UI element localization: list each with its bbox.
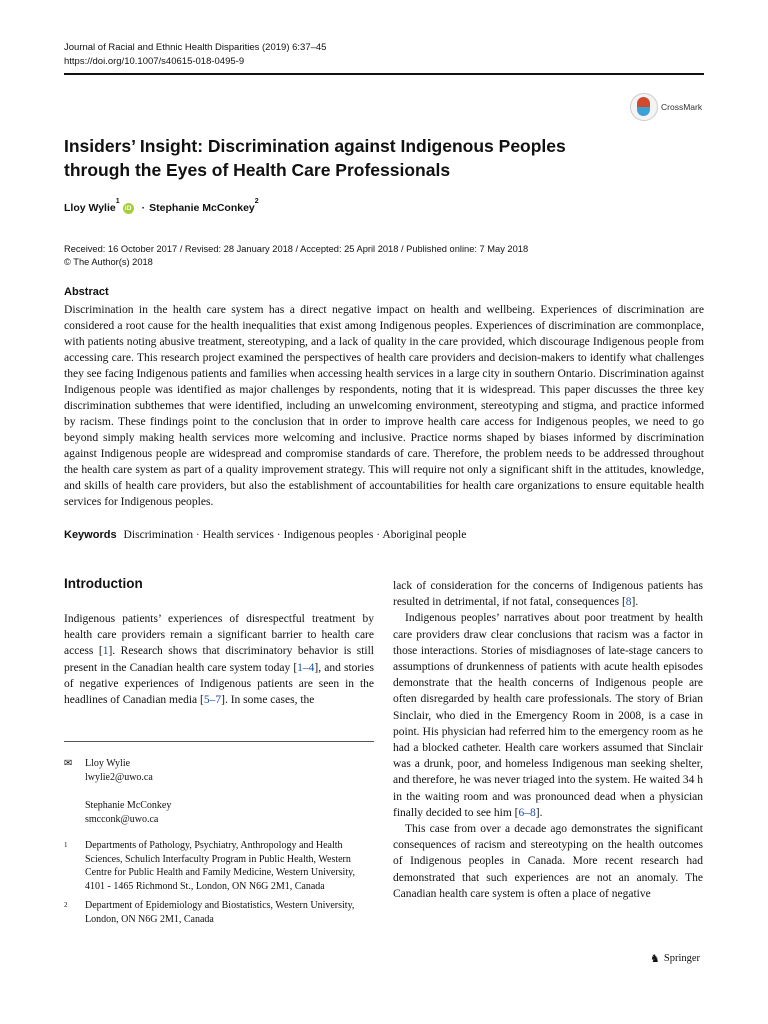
- citation-link[interactable]: 1: [102, 645, 109, 658]
- contact-entry: [64, 757, 171, 784]
- left-column: [64, 611, 374, 708]
- affiliation-number: 1: [64, 841, 68, 849]
- citation-link[interactable]: 6–8: [518, 806, 536, 819]
- contact-name: Stephanie McConkey: [85, 800, 172, 811]
- springer-horse-icon: ♞: [650, 952, 660, 965]
- intro-paragraph: [64, 611, 374, 708]
- publication-history: [64, 243, 528, 269]
- text-run: lack of consideration for the concerns of Indigenous patients has resulted in detrimental, if not fatal, consequences [: [393, 580, 703, 609]
- contact-email[interactable]: lwylie2@uwo.ca: [85, 771, 153, 783]
- text-run: ].: [631, 596, 639, 609]
- abstract-heading: Abstract: [64, 286, 109, 298]
- author-separator: ·: [141, 202, 146, 214]
- footnote-rule: [64, 741, 374, 742]
- intro-paragraph: [393, 578, 703, 610]
- text-run: Indigenous patients’ experiences of disrespectful treatment by health care providers remain a significant barrier to health care access [: [64, 613, 374, 658]
- contact-name: Lloy Wylie: [85, 758, 131, 769]
- publisher-name: Springer: [663, 953, 701, 964]
- affiliation: [64, 839, 371, 893]
- affiliation-text: Department of Epidemiology and Biostatistics, Western University, London, ON N6G 2M1, Canada: [85, 900, 355, 925]
- text-run: ]. In some cases, the: [221, 694, 315, 707]
- right-column: [393, 578, 703, 902]
- text-run: ]. Research shows that discriminatory behavior is still present in the Canadian health care system today [: [64, 645, 375, 674]
- intro-paragraph: [393, 610, 703, 821]
- author-name[interactable]: Stephanie McConkey: [149, 202, 255, 214]
- keywords: [64, 528, 466, 541]
- article-dates: Received: 16 October 2017 / Revised: 28 January 2018 / Accepted: 25 April 2018 / Published online: 7 May 2018: [64, 244, 529, 254]
- copyright-line: © The Author(s) 2018: [64, 257, 153, 267]
- citation-link[interactable]: 8: [625, 596, 632, 609]
- intro-paragraph: This case from over a decade ago demonstrates the significant consequences of racism and stereotyping on the health outcomes of Indigenous peoples in Canada. More recent research had demonstrated that such experiences are not an anomaly. The Canadian health care system is often a place of negative: [393, 823, 703, 900]
- text-run: ].: [535, 806, 543, 819]
- crossmark-badge[interactable]: [630, 93, 702, 121]
- citation-link[interactable]: 1–4: [297, 661, 315, 674]
- contact-entry: [64, 799, 171, 826]
- journal-citation: Journal of Racial and Ethnic Health Disparities (2019) 6:37–45: [64, 42, 327, 53]
- abstract-text: Discrimination in the health care system has a direct negative impact on health and wellbeing. Experiences of discrimination are considered a root cause for the health inequalities that exist among Indigenous peoples. Experiences of discrimination are commonplace, with patients noting abusive treatment, stereotyping, and a lack of quality in the care provided, which discourage Indigenous people from accessing care. This research project examined the perspectives of health care providers and decision-makers to identify what challenges they see facing Indigenous patients and families when accessing health services in a large city in southern Ontario. Discrimination against Indigenous people was identified as major challenges by respondents, noting that it is widespread. This paper discusses the three key discrimination subthemes that were identified, including an unwelcoming environment, stereotyping and stigma, and practice informed by racism. These findings point to the conclusion that in order to improve health care access for Indigenous peoples, we need to go beyond simply making health services more welcoming and inclusive. Practice norms shaped by biases informed by discrimination against Indigenous people are widespread and compromise standards of care. Therefore, the problem needs to be addressed throughout the health care system as part of a quality improvement strategy. This will require not only a significant shift in the attitudes, knowledge, and skills of health care providers, but also the establishment of accountabilities for health care organizations to ensure equitable health services for Indigenous peoples.: [64, 303, 704, 508]
- affiliation: [64, 899, 371, 926]
- crossmark-label: CrossMark: [661, 102, 703, 112]
- journal-header: [64, 41, 326, 69]
- publisher-logo: [650, 952, 700, 965]
- affiliation-text: Departments of Pathology, Psychiatry, Anthropology and Health Sciences, Schulich Interfaculty Program in Public Health, Western Centre for Public Health and Family Medicine, Western University, 4101 - 1465 Richmond St., London, ON N6G 2M1, Canada: [85, 840, 355, 892]
- envelope-icon: ✉: [64, 758, 73, 769]
- keywords-list: Discrimination · Health services · Indigenous peoples · Aboriginal people: [123, 528, 467, 541]
- article-title: Insiders’ Insight: Discrimination against Indigenous Peoples through the Eyes of Health Care Professionals: [64, 136, 566, 180]
- crossmark-icon: [630, 93, 658, 121]
- orcid-icon[interactable]: iD: [123, 203, 134, 214]
- section-heading-introduction: Introduction: [64, 576, 143, 591]
- citation-link[interactable]: 5–7: [203, 694, 222, 707]
- corresponding-contacts: [64, 757, 171, 826]
- text-run: Indigenous peoples’ narratives about poor treatment by health care providers draw clear conclusions that racism was a factor in those interactions. Stories of misdiagnoses of late-stage cancers to assumptions of drunkenness of patients with acute health episodes demonstrate that the health concerns of Indigenous people are often disregarded by health care professionals. The story of Brian Sinclair, who died in the Emergency Room in 2008, is a case in point. His physician had referred him to the emergency room as he had a blocked catheter. Health care workers assumed that Sinclair was a drunk, poor, and homeless Indigenous man seeking shelter, and therefore, he was never triaged into the system. He waited 34 h in the waiting room and was pronounced dead when a physician finally decided to see him [: [393, 612, 703, 819]
- contact-email[interactable]: smcconk@uwo.ca: [85, 813, 159, 825]
- header-rule: [64, 73, 704, 75]
- affiliation-number: 2: [64, 901, 68, 909]
- text-run: ], and stories of negative experiences of Indigenous patients are seen in the headlines of Canadian media [: [64, 661, 374, 707]
- keywords-label: Keywords: [64, 529, 117, 541]
- author-name[interactable]: Lloy Wylie: [64, 202, 116, 214]
- doi-link[interactable]: https://doi.org/10.1007/s40615-018-0495-9: [64, 56, 245, 67]
- author-list: Lloy Wylie 1 iD · Stephanie McConkey 2: [64, 198, 259, 214]
